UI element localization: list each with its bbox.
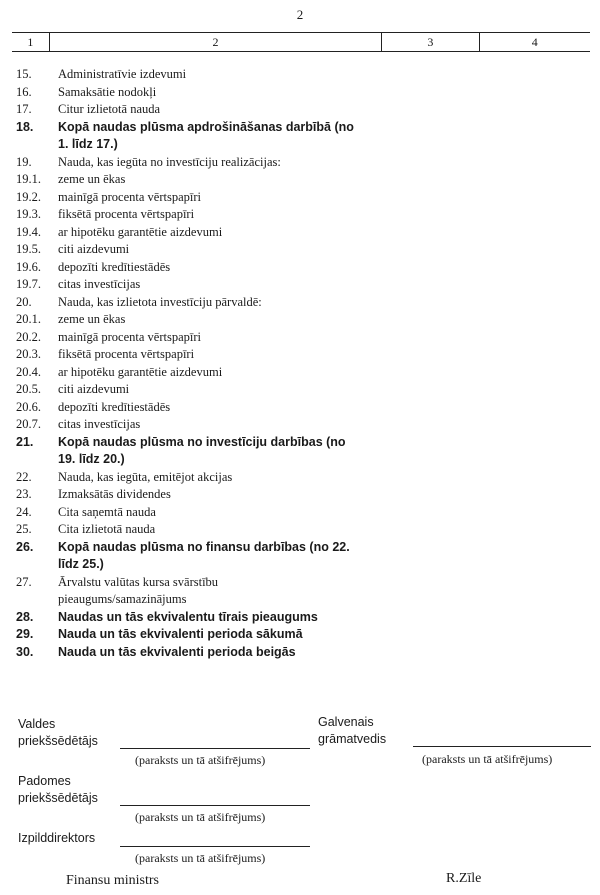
council-chair-label: [18, 773, 98, 807]
chief-accountant-signature-line: [413, 746, 591, 747]
executive-director-label: Izpilddirektors: [18, 831, 96, 845]
table-row: [16, 346, 576, 364]
row-text: 1. līdz 17.): [58, 137, 118, 151]
table-row: [16, 241, 576, 259]
row-number: 24.: [16, 504, 32, 519]
row-number: 16.: [16, 84, 32, 99]
row-text: citas investīcijas: [58, 277, 141, 291]
row-text: Nauda, kas iegūta no investīciju realizācijas:: [58, 154, 281, 169]
row-number: 20.4.: [16, 364, 41, 379]
row-text: Izmaksātās dividendes: [58, 487, 171, 501]
council-chair-line1: Padomes: [18, 774, 71, 788]
row-number: 20.3.: [16, 347, 41, 361]
row-text: ar hipotēku garantētie aizdevumi: [58, 364, 223, 379]
table-row: [16, 469, 576, 487]
row-text: Nauda, kas izlietota investīciju pārvaldē:: [58, 294, 262, 309]
table-row: [16, 171, 576, 189]
row-text: Nauda, kas iegūta, emitējot akcijas: [58, 469, 233, 484]
row-number: 19.3.: [16, 207, 41, 221]
row-text: mainīgā procenta vērtspapīri: [58, 329, 201, 344]
table-row: [16, 416, 576, 434]
column-header-row: [12, 32, 590, 52]
row-number: 19.6.: [16, 259, 41, 274]
row-number: [16, 556, 58, 574]
row-number: 20.7.: [16, 417, 41, 431]
table-row: [16, 101, 576, 119]
row-text: ar hipotēku garantētie aizdevumi: [58, 224, 223, 239]
row-number: 19.1.: [16, 172, 41, 186]
table-row: [16, 591, 576, 609]
table-row: [16, 644, 576, 662]
council-chair-signature-line: [120, 805, 310, 806]
row-text: Nauda un tās ekvivalenti perioda sākumā: [58, 627, 303, 641]
column-header-1: 1: [27, 34, 34, 49]
column-header-2: 2: [49, 33, 381, 51]
row-number: 25.: [16, 522, 32, 536]
row-text: 19. līdz 20.): [58, 452, 125, 466]
row-number: 20.1.: [16, 312, 41, 326]
table-row: [16, 206, 576, 224]
row-text: Nauda un tās ekvivalenti perioda beigās: [58, 644, 296, 659]
row-number: 19.4.: [16, 224, 41, 239]
table-row: [16, 451, 576, 469]
footer-name: R.Zīle: [446, 871, 482, 886]
row-text: Administratīvie izdevumi: [58, 67, 187, 81]
row-number: 30.: [16, 644, 34, 659]
table-row: [16, 539, 576, 557]
board-chair-line2: priekšsēdētājs: [18, 734, 98, 748]
row-text: mainīgā procenta vērtspapīri: [58, 189, 201, 204]
row-number: 22.: [16, 469, 32, 484]
row-number: 20.6.: [16, 399, 41, 414]
table-row: [16, 119, 576, 137]
table-row: [16, 154, 576, 172]
row-number: 15.: [16, 67, 32, 81]
page-number: 2: [296, 7, 304, 22]
row-number: [16, 591, 58, 609]
chief-accountant-caption: (paraksts un tā atšifrējums): [422, 752, 553, 766]
chief-accountant-line1: Galvenais: [318, 715, 374, 729]
row-text: fiksētā procenta vērtspapīri: [58, 347, 195, 361]
row-text: Citur izlietotā nauda: [58, 102, 161, 116]
row-text: līdz 25.): [58, 557, 104, 571]
row-number: 17.: [16, 102, 32, 116]
chief-accountant-line2: grāmatvedis: [318, 732, 387, 746]
row-number: 19.7.: [16, 277, 41, 291]
table-row: [16, 609, 576, 627]
row-text: zeme un ēkas: [58, 312, 126, 326]
council-chair-caption: (paraksts un tā atšifrējums): [135, 810, 266, 824]
row-text: Cita saņemtā nauda: [58, 504, 156, 519]
row-text: Kopā naudas plūsma no investīciju darbības (no: [58, 434, 346, 449]
row-number: [16, 451, 58, 469]
row-text: Kopā naudas plūsma apdrošināšanas darbībā (no: [58, 119, 354, 134]
row-number: 20.5.: [16, 382, 41, 396]
table-row: [16, 504, 576, 522]
table-row: [16, 329, 576, 347]
row-number: 29.: [16, 627, 34, 641]
row-text: zeme un ēkas: [58, 172, 126, 186]
table-row: [16, 574, 576, 592]
table-row: [16, 276, 576, 294]
row-number: 20.: [16, 294, 32, 309]
row-text: citi aizdevumi: [58, 242, 130, 256]
table-row: [16, 486, 576, 504]
row-text: citas investīcijas: [58, 417, 141, 431]
row-number: [16, 136, 58, 154]
row-text: Cita izlietotā nauda: [58, 522, 156, 536]
table-row: [16, 381, 576, 399]
row-number: 23.: [16, 487, 32, 501]
table-row: [16, 434, 576, 452]
row-text: pieaugums/samazinājums: [58, 592, 187, 606]
row-text: depozīti kredītiestādēs: [58, 399, 171, 414]
table-row: [16, 626, 576, 644]
row-number: 20.2.: [16, 329, 41, 344]
row-text: fiksētā procenta vērtspapīri: [58, 207, 195, 221]
row-number: 21.: [16, 434, 34, 449]
row-text: Ārvalstu valūtas kursa svārstību: [58, 574, 219, 589]
table-row: [16, 84, 576, 102]
column-header-3: 3: [381, 33, 479, 51]
table-row: [16, 521, 576, 539]
row-text: Naudas un tās ekvivalentu tīrais pieaugums: [58, 609, 318, 624]
row-text: Samaksātie nodokļi: [58, 84, 157, 99]
row-number: 19.5.: [16, 242, 41, 256]
table-row: [16, 399, 576, 417]
table-row: [16, 294, 576, 312]
row-number: 18.: [16, 119, 34, 134]
row-number: 26.: [16, 539, 34, 554]
table-row: [16, 259, 576, 277]
board-chair-line1: Valdes: [18, 717, 56, 731]
row-text: Kopā naudas plūsma no finansu darbības (no 22.: [58, 539, 350, 554]
table-row: [16, 189, 576, 207]
table-row: [16, 364, 576, 382]
table-row: [16, 556, 576, 574]
row-text: depozīti kredītiestādēs: [58, 259, 171, 274]
row-number: 19.2.: [16, 189, 41, 204]
row-text: citi aizdevumi: [58, 382, 130, 396]
column-header-4: 4: [479, 33, 590, 51]
footer-title: Finansu ministrs: [66, 873, 159, 888]
board-chair-caption: (paraksts un tā atšifrējums): [135, 753, 266, 767]
chief-accountant-label: [318, 714, 386, 748]
cash-flow-rows: [16, 66, 576, 661]
board-chair-label: [18, 716, 98, 750]
executive-director-signature-line: [120, 846, 310, 847]
executive-director-caption: (paraksts un tā atšifrējums): [135, 851, 266, 865]
council-chair-line2: priekšsēdētājs: [18, 791, 98, 805]
row-number: 27.: [16, 574, 32, 589]
row-number: 19.: [16, 154, 32, 169]
table-row: [16, 66, 576, 84]
board-chair-signature-line: [120, 748, 310, 749]
table-row: [16, 311, 576, 329]
table-row: [16, 224, 576, 242]
table-row: [16, 136, 576, 154]
row-number: 28.: [16, 609, 34, 624]
